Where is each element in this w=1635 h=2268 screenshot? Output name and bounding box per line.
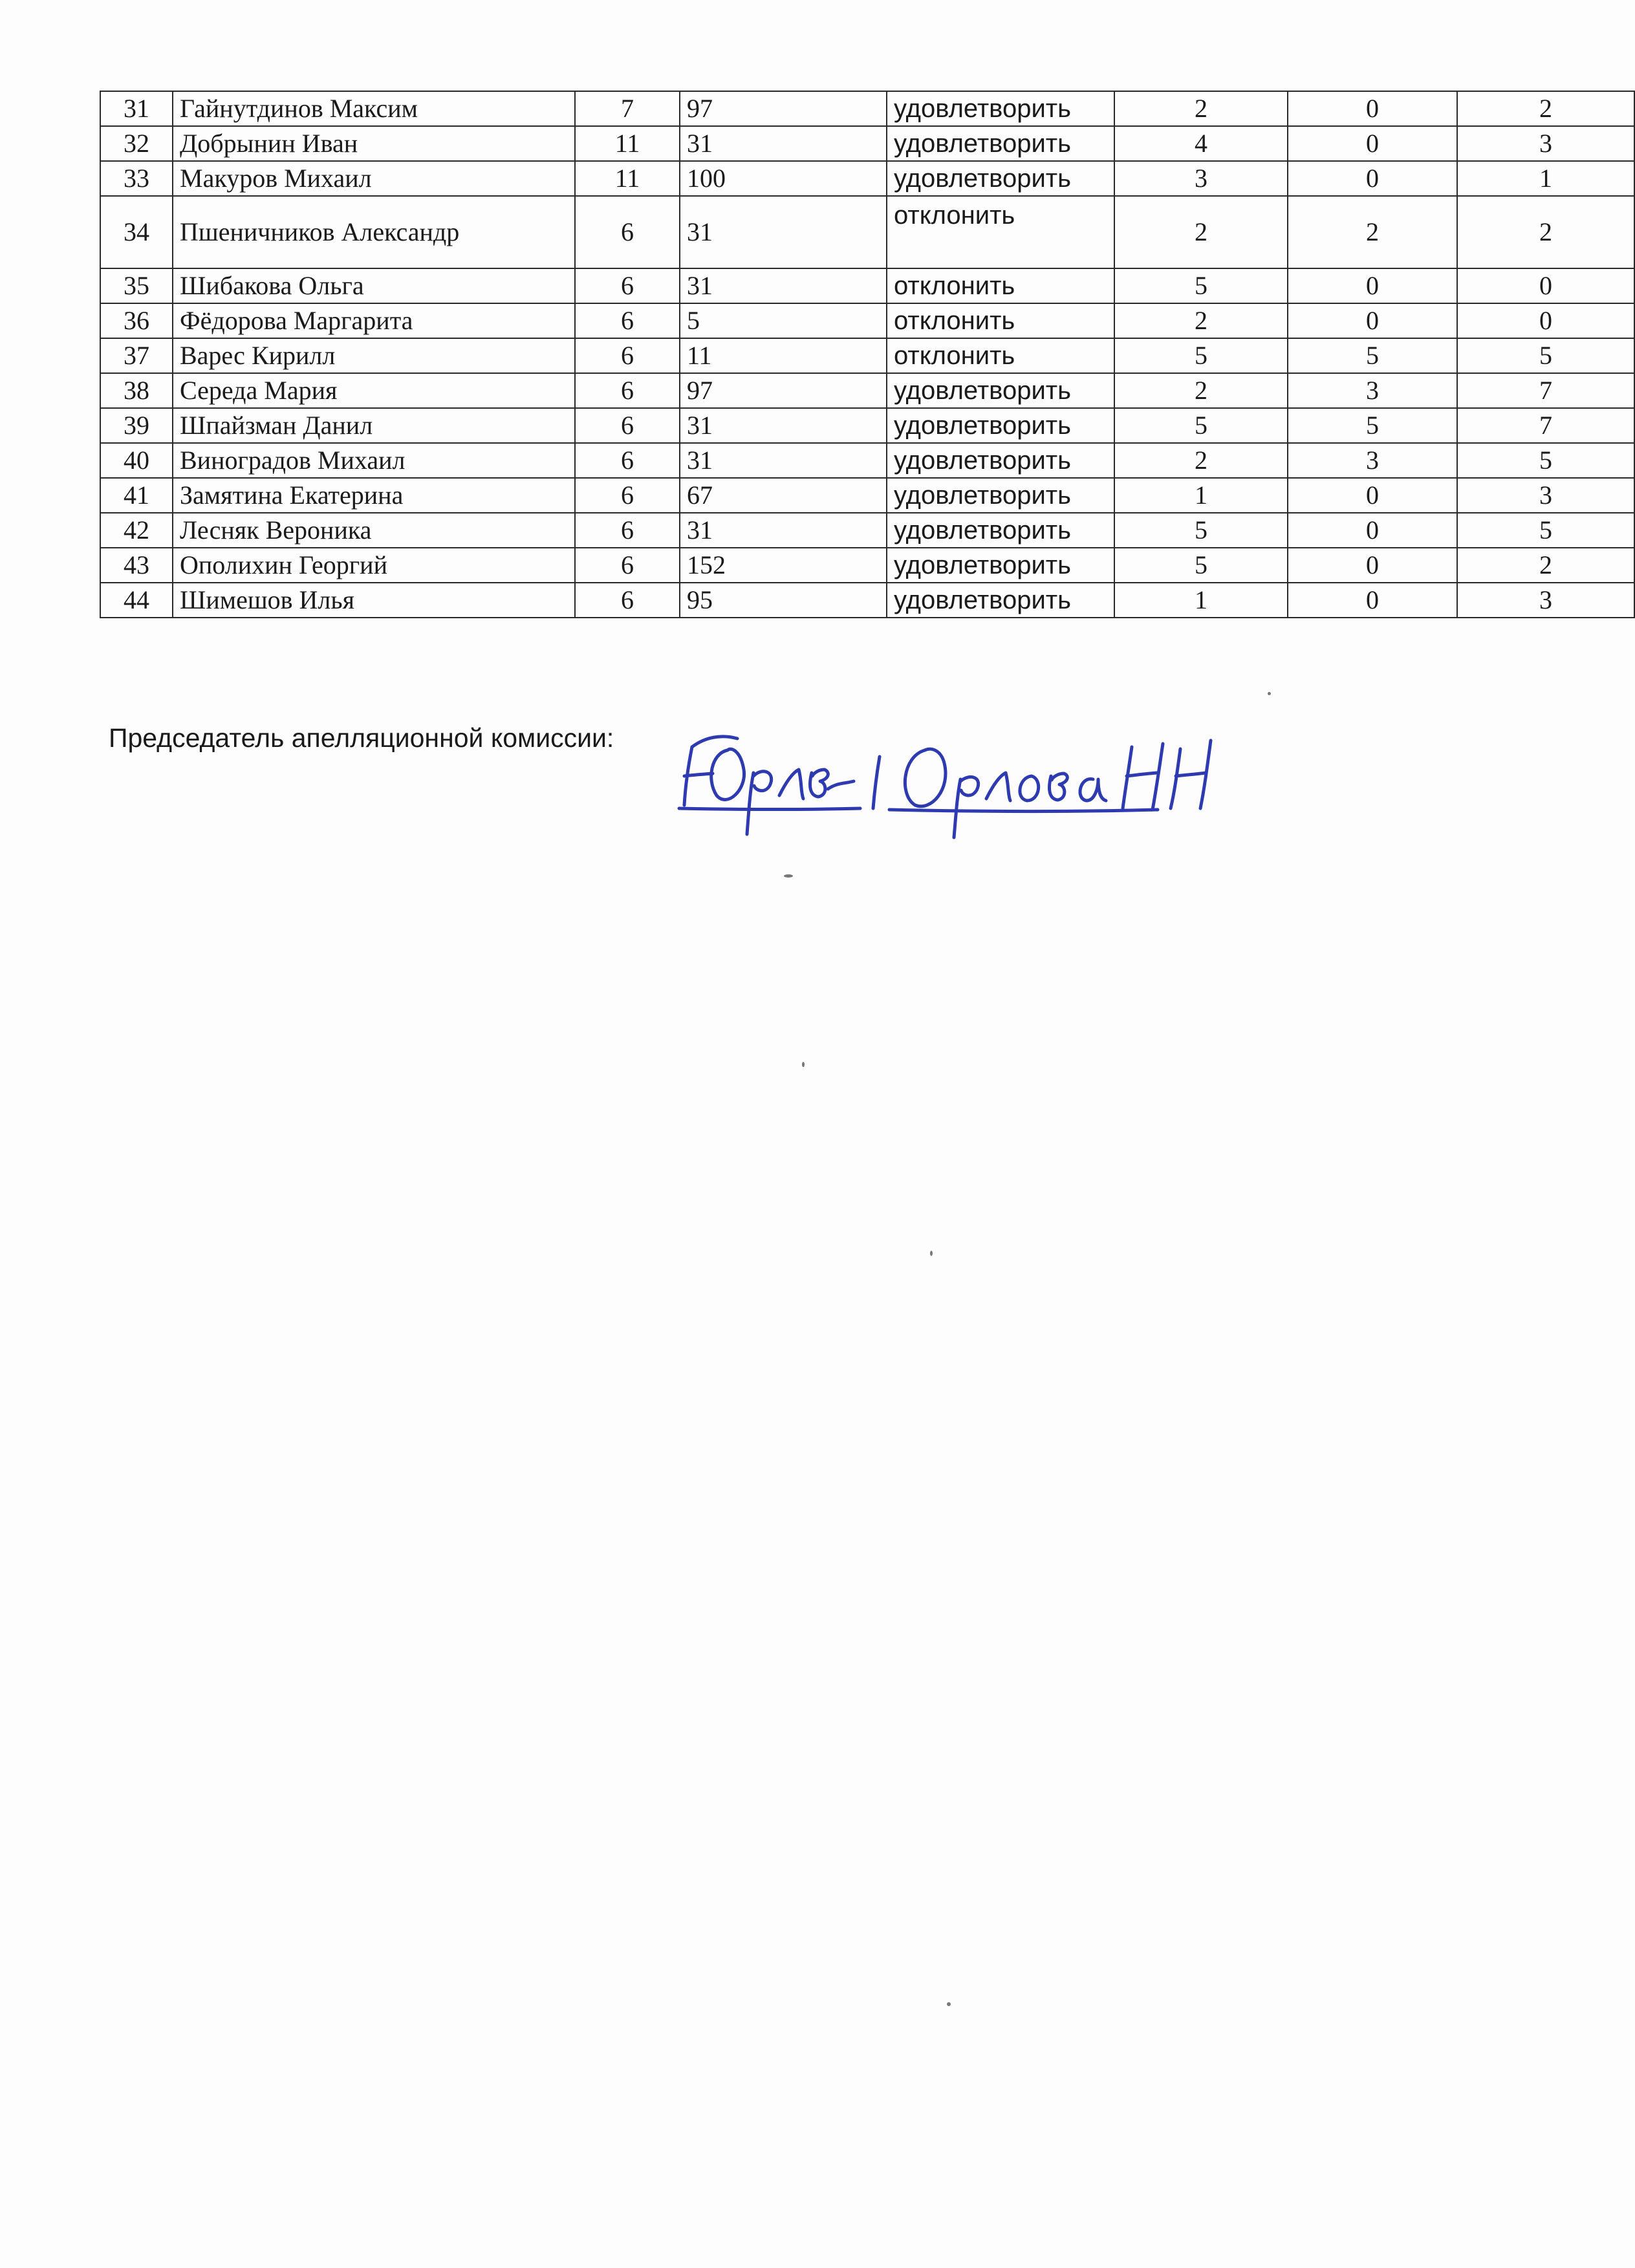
grade-cell: 6 — [575, 268, 680, 303]
student-name: Лесняк Вероника — [173, 513, 575, 548]
score-cell-3: 5 — [1457, 443, 1634, 478]
commission-chair-label: Председатель апелляционной комиссии: — [109, 723, 614, 753]
score-cell-1: 2 — [1114, 91, 1288, 126]
grade-cell: 6 — [575, 513, 680, 548]
table-row — [100, 196, 1634, 268]
grade-cell: 7 — [575, 91, 680, 126]
school-cell: 31 — [680, 513, 887, 548]
decision-cell: отклонить — [887, 196, 1114, 268]
school-cell: 95 — [680, 583, 887, 618]
student-name: Пшеничников Александр — [173, 196, 575, 268]
decision-cell: удовлетворить — [887, 161, 1114, 196]
score-cell-2: 5 — [1288, 338, 1457, 373]
school-cell: 5 — [680, 303, 887, 338]
score-cell-3: 5 — [1457, 338, 1634, 373]
score-cell-1: 5 — [1114, 268, 1288, 303]
score-cell-2: 0 — [1288, 161, 1457, 196]
table-row — [100, 408, 1634, 443]
student-name: Варес Кирилл — [173, 338, 575, 373]
results-table-body — [100, 91, 1634, 618]
score-cell-3: 2 — [1457, 548, 1634, 583]
decision-cell: удовлетворить — [887, 513, 1114, 548]
score-cell-3: 7 — [1457, 408, 1634, 443]
grade-cell: 6 — [575, 443, 680, 478]
score-cell-2: 0 — [1288, 548, 1457, 583]
score-cell-1: 5 — [1114, 513, 1288, 548]
school-cell: 100 — [680, 161, 887, 196]
score-cell-2: 5 — [1288, 408, 1457, 443]
row-number: 35 — [100, 268, 173, 303]
student-name: Середа Мария — [173, 373, 575, 408]
student-name: Добрынин Иван — [173, 126, 575, 161]
score-cell-1: 4 — [1114, 126, 1288, 161]
grade-cell: 6 — [575, 303, 680, 338]
row-number: 43 — [100, 548, 173, 583]
school-cell: 31 — [680, 126, 887, 161]
score-cell-2: 0 — [1288, 268, 1457, 303]
table-row — [100, 268, 1634, 303]
score-cell-2: 3 — [1288, 443, 1457, 478]
appeals-results-table — [100, 91, 1635, 618]
student-name: Макуров Михаил — [173, 161, 575, 196]
scan-speck — [947, 2002, 951, 2006]
school-cell: 67 — [680, 478, 887, 513]
table-row — [100, 548, 1634, 583]
grade-cell: 6 — [575, 373, 680, 408]
score-cell-1: 3 — [1114, 161, 1288, 196]
school-cell: 31 — [680, 443, 887, 478]
score-cell-3: 3 — [1457, 478, 1634, 513]
score-cell-2: 0 — [1288, 478, 1457, 513]
row-number: 33 — [100, 161, 173, 196]
grade-cell: 6 — [575, 408, 680, 443]
decision-cell: отклонить — [887, 303, 1114, 338]
student-name: Фёдорова Маргарита — [173, 303, 575, 338]
score-cell-3: 0 — [1457, 268, 1634, 303]
score-cell-1: 2 — [1114, 443, 1288, 478]
score-cell-3: 1 — [1457, 161, 1634, 196]
score-cell-2: 0 — [1288, 91, 1457, 126]
table-row — [100, 373, 1634, 408]
school-cell: 31 — [680, 196, 887, 268]
school-cell: 97 — [680, 373, 887, 408]
decision-cell: удовлетворить — [887, 478, 1114, 513]
score-cell-2: 0 — [1288, 513, 1457, 548]
score-cell-3: 5 — [1457, 513, 1634, 548]
score-cell-2: 0 — [1288, 126, 1457, 161]
score-cell-3: 7 — [1457, 373, 1634, 408]
score-cell-2: 3 — [1288, 373, 1457, 408]
table-row — [100, 126, 1634, 161]
grade-cell: 11 — [575, 161, 680, 196]
score-cell-1: 1 — [1114, 478, 1288, 513]
table-row — [100, 478, 1634, 513]
table-row — [100, 338, 1634, 373]
table-row — [100, 91, 1634, 126]
score-cell-1: 5 — [1114, 548, 1288, 583]
table-row — [100, 303, 1634, 338]
table-row — [100, 443, 1634, 478]
row-number: 39 — [100, 408, 173, 443]
student-name: Шпайзман Данил — [173, 408, 575, 443]
table-row — [100, 583, 1634, 618]
decision-cell: удовлетворить — [887, 443, 1114, 478]
school-cell: 152 — [680, 548, 887, 583]
score-cell-3: 2 — [1457, 196, 1634, 268]
score-cell-1: 2 — [1114, 373, 1288, 408]
row-number: 32 — [100, 126, 173, 161]
grade-cell: 6 — [575, 583, 680, 618]
student-name: Замятина Екатерина — [173, 478, 575, 513]
score-cell-2: 0 — [1288, 583, 1457, 618]
score-cell-1: 5 — [1114, 408, 1288, 443]
row-number: 42 — [100, 513, 173, 548]
table-row — [100, 161, 1634, 196]
school-cell: 11 — [680, 338, 887, 373]
school-cell: 97 — [680, 91, 887, 126]
row-number: 41 — [100, 478, 173, 513]
row-number: 44 — [100, 583, 173, 618]
scan-speck — [1268, 692, 1271, 695]
decision-cell: удовлетворить — [887, 408, 1114, 443]
student-name: Виноградов Михаил — [173, 443, 575, 478]
score-cell-3: 3 — [1457, 583, 1634, 618]
handwritten-signature — [666, 711, 1222, 841]
student-name: Шимешов Илья — [173, 583, 575, 618]
decision-cell: удовлетворить — [887, 126, 1114, 161]
row-number: 34 — [100, 196, 173, 268]
scan-speck — [930, 1251, 933, 1256]
grade-cell: 6 — [575, 338, 680, 373]
student-name: Шибакова Ольга — [173, 268, 575, 303]
row-number: 37 — [100, 338, 173, 373]
score-cell-2: 2 — [1288, 196, 1457, 268]
decision-cell: отклонить — [887, 268, 1114, 303]
decision-cell: удовлетворить — [887, 373, 1114, 408]
student-name: Ополихин Георгий — [173, 548, 575, 583]
row-number: 38 — [100, 373, 173, 408]
score-cell-3: 3 — [1457, 126, 1634, 161]
score-cell-1: 1 — [1114, 583, 1288, 618]
score-cell-3: 2 — [1457, 91, 1634, 126]
school-cell: 31 — [680, 268, 887, 303]
school-cell: 31 — [680, 408, 887, 443]
grade-cell: 6 — [575, 196, 680, 268]
score-cell-1: 2 — [1114, 196, 1288, 268]
scan-speck — [784, 874, 793, 878]
decision-cell: удовлетворить — [887, 583, 1114, 618]
row-number: 40 — [100, 443, 173, 478]
row-number: 31 — [100, 91, 173, 126]
student-name: Гайнутдинов Максим — [173, 91, 575, 126]
decision-cell: отклонить — [887, 338, 1114, 373]
grade-cell: 6 — [575, 478, 680, 513]
row-number: 36 — [100, 303, 173, 338]
decision-cell: удовлетворить — [887, 548, 1114, 583]
score-cell-2: 0 — [1288, 303, 1457, 338]
scan-speck — [802, 1062, 805, 1067]
table-row — [100, 513, 1634, 548]
grade-cell: 11 — [575, 126, 680, 161]
decision-cell: удовлетворить — [887, 91, 1114, 126]
score-cell-1: 5 — [1114, 338, 1288, 373]
grade-cell: 6 — [575, 548, 680, 583]
score-cell-3: 0 — [1457, 303, 1634, 338]
score-cell-1: 2 — [1114, 303, 1288, 338]
